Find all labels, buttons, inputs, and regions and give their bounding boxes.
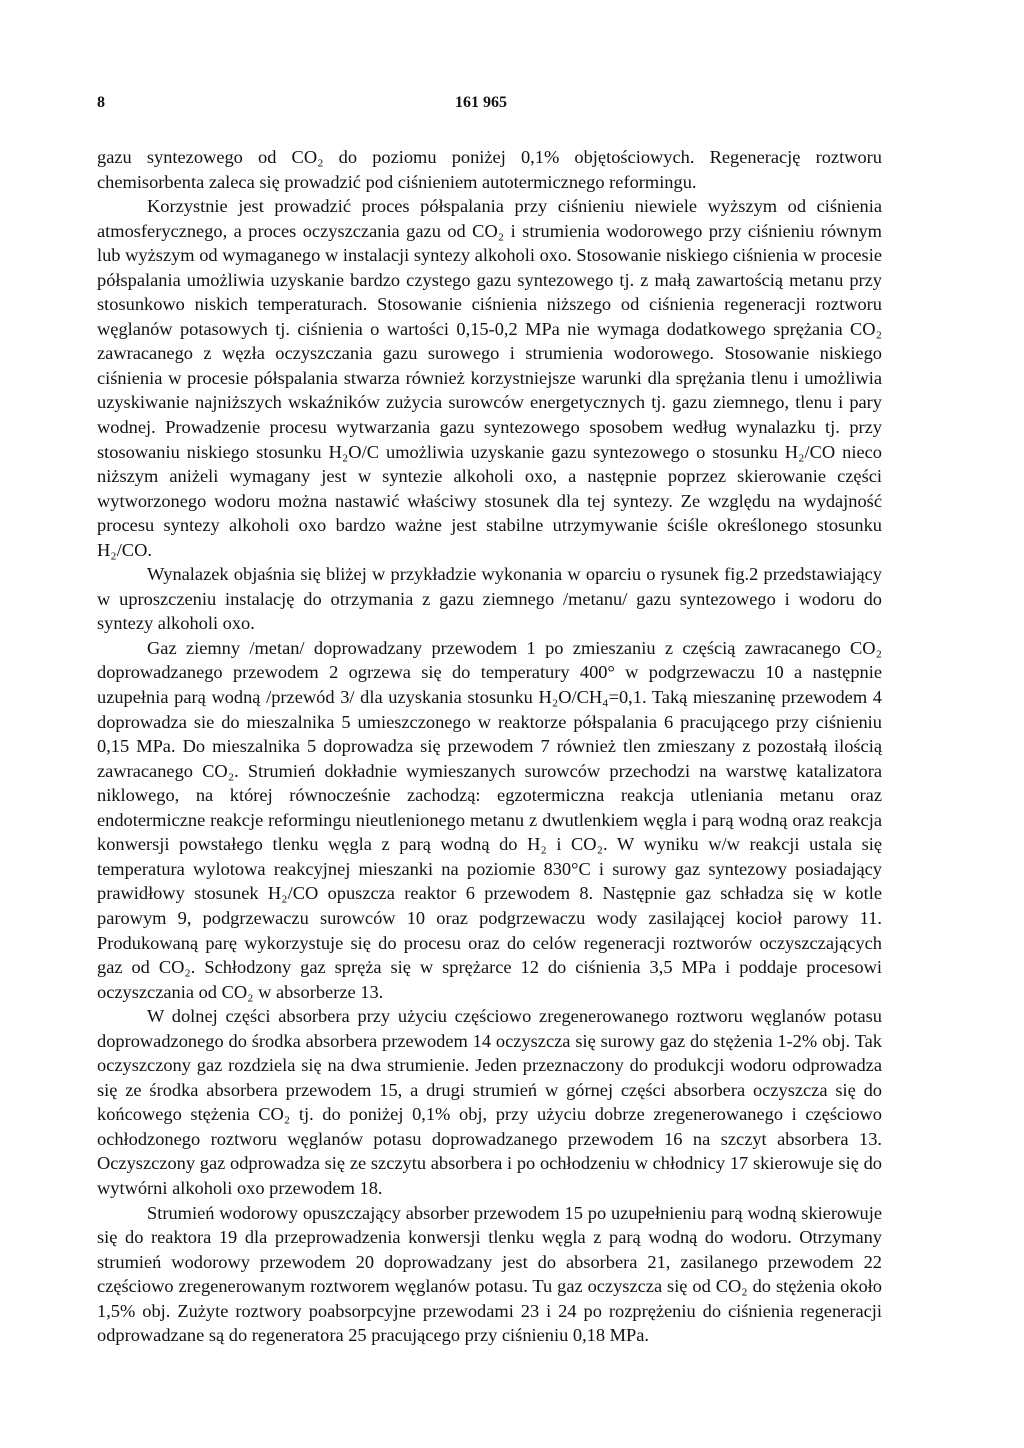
paragraph: Wynalazek objaśnia się bliżej w przykładzie wykonania w oparciu o rysunek fig.2 przedstawiający w uproszczeniu instalację do otrzymania z gazu ziemnego /metanu/ gazu syntezowego i wodoru do syntezy alkoholi oxo. <box>97 564 882 634</box>
patent-number: 161 965 <box>455 94 507 111</box>
paragraph: Strumień wodorowy opuszczający absorber przewodem 15 po uzupełnieniu parą wodną skierowuje się do reaktora 19 dla przeprowadzenia konwersji tlenku węgla z parą wodną do wodoru. Otrzymany strumień wodorowy przewodem 20 doprowadzany jest do absorbera 21, zasilanego przewodem 22 częściowo zregenerowanym roztworem węglanów potasu. Tu gaz oczyszcza się od CO₂ do stężenia około 1,5% obj. Zużyte roztwory poabsorpcyjne przewodami 23 i 24 po rozprężeniu do ciśnienia regeneracji odprowadzane są do regeneratora 25 pracującego przy ciśnieniu 0,18 MPa. <box>97 1202 882 1346</box>
document-body <box>97 145 882 1348</box>
paragraph: W dolnej części absorbera przy użyciu częściowo zregenerowanego roztworu węglanów potasu doprowadzonego do środka absorbera przewodem 14 oczyszcza się surowy gaz do stężenia 1-2% obj. Tak oczyszczony gaz rozdziela się na dwa strumienie. Jeden przeznaczony do produkcji wodoru odprowadza się ze środka absorbera przewodem 15, a drugi strumień w górnej części absorbera oczyszcza się do końcowego stężenia CO₂ tj. do poniżej 0,1% obj, przy użyciu dobrze zregenerowanego i częściowo ochłodzonego roztworu węglanów potasu doprowadzanego przewodem 16 na szczyt absorbera 13. Oczyszczony gaz odprowadza się ze szczytu absorbera i po ochłodzeniu w chłodnicy 17 skierowuje się do wytwórni alkoholi oxo przewodem 18. <box>97 1006 882 1198</box>
document-page <box>97 94 882 1348</box>
page-number: 8 <box>97 94 105 111</box>
page-header <box>97 94 882 114</box>
paragraph: gazu syntezowego od CO₂ do poziomu poniżej 0,1% objętościowych. Regenerację roztworu chemisorbenta zaleca się prowadzić pod ciśnieniem autotermicznego reformingu. <box>97 147 882 192</box>
paragraph: Gaz ziemny /metan/ doprowadzany przewodem 1 po zmieszaniu z częścią zawracanego CO₂ doprowadzanego przewodem 2 ogrzewa się do temperatury 400° w podgrzewaczu 10 a następnie uzupełnia parą wodną /przewód 3/ dla uzyskania stosunku H₂O/CH₄=0,1. Taką mieszaninę przewodem 4 doprowadza sie do mieszalnika 5 umieszczonego w reaktorze półspalania 6 pracującego przy ciśnieniu 0,15 MPa. Do mieszalnika 5 doprowadza się przewodem 7 również tlen zmieszany z pozostałą ilością zawracanego CO₂. Strumień dokładnie wymieszanych surowców przechodzi na warstwę katalizatora niklowego, na której równocześnie zachodzą: egzotermiczna reakcja utleniania metanu oraz endotermiczne reakcje reformingu nieutlenionego metanu z dwutlenkiem węgla i parą wodną oraz reakcja konwersji powstałego tlenku węgla z parą wodną do H₂ i CO₂. W wyniku w/w reakcji ustala się temperatura wylotowa reakcyjnej mieszanki na poziomie 830°C i surowy gaz syntezowy posiadający prawidłowy stosunek H₂/CO opuszcza reaktor 6 przewodem 8. Następnie gaz schładza się w kotle parowym 9, podgrzewaczu surowców 10 oraz podgrzewaczu wody zasilającej kocioł parowy 11. Produkowaną parę wykorzystuje się do procesu oraz do celów regeneracji roztworów oczyszczających gaz od CO₂. Schłodzony gaz spręża się w sprężarce 12 do ciśnienia 3,5 MPa i poddaje procesowi oczyszczania od CO₂ w absorberze 13. <box>97 637 882 1002</box>
paragraph: Korzystnie jest prowadzić proces półspalania przy ciśnieniu niewiele wyższym od ciśnienia atmosferycznego, a proces oczyszczania gazu od CO₂ i strumienia wodorowego przy ciśnieniu równym lub wyższym od wymaganego w instalacji syntezy alkoholi oxo. Stosowanie niskiego ciśnienia w procesie półspalania umożliwia uzyskanie bardzo czystego gazu syntezowego tj. z małą zawartością metanu przy stosunkowo niskich temperaturach. Stosowanie ciśnienia niższego od ciśnienia regeneracji roztworu węglanów potasowych tj. ciśnienia o wartości 0,15-0,2 MPa nie wymaga dodatkowego sprężania CO₂ zawracanego z węzła oczyszczania gazu surowego i strumienia wodorowego. Stosowanie niskiego ciśnienia w procesie półspalania stwarza również korzystniejsze warunki dla sprężania tlenu i umożliwia uzyskiwanie najniższych wskaźników zużycia surowców energetycznych tj. gazu ziemnego, tlenu i pary wodnej. Prowadzenie procesu wytwarzania gazu syntezowego sposobem według wynalazku tj. przy stosowaniu niskiego stosunku H₂O/C umożliwia uzyskanie gazu syntezowego o stosunku H₂/CO nieco niższym aniżeli wymagany jest w syntezie alkoholi oxo, a następnie poprzez skierowanie części wytworzonego wodoru można nastawić właściwy stosunek dla tej syntezy. Ze względu na wydajność procesu syntezy alkoholi oxo bardzo ważne jest stabilne utrzymywanie ściśle określonego stosunku H₂/CO. <box>97 196 882 560</box>
